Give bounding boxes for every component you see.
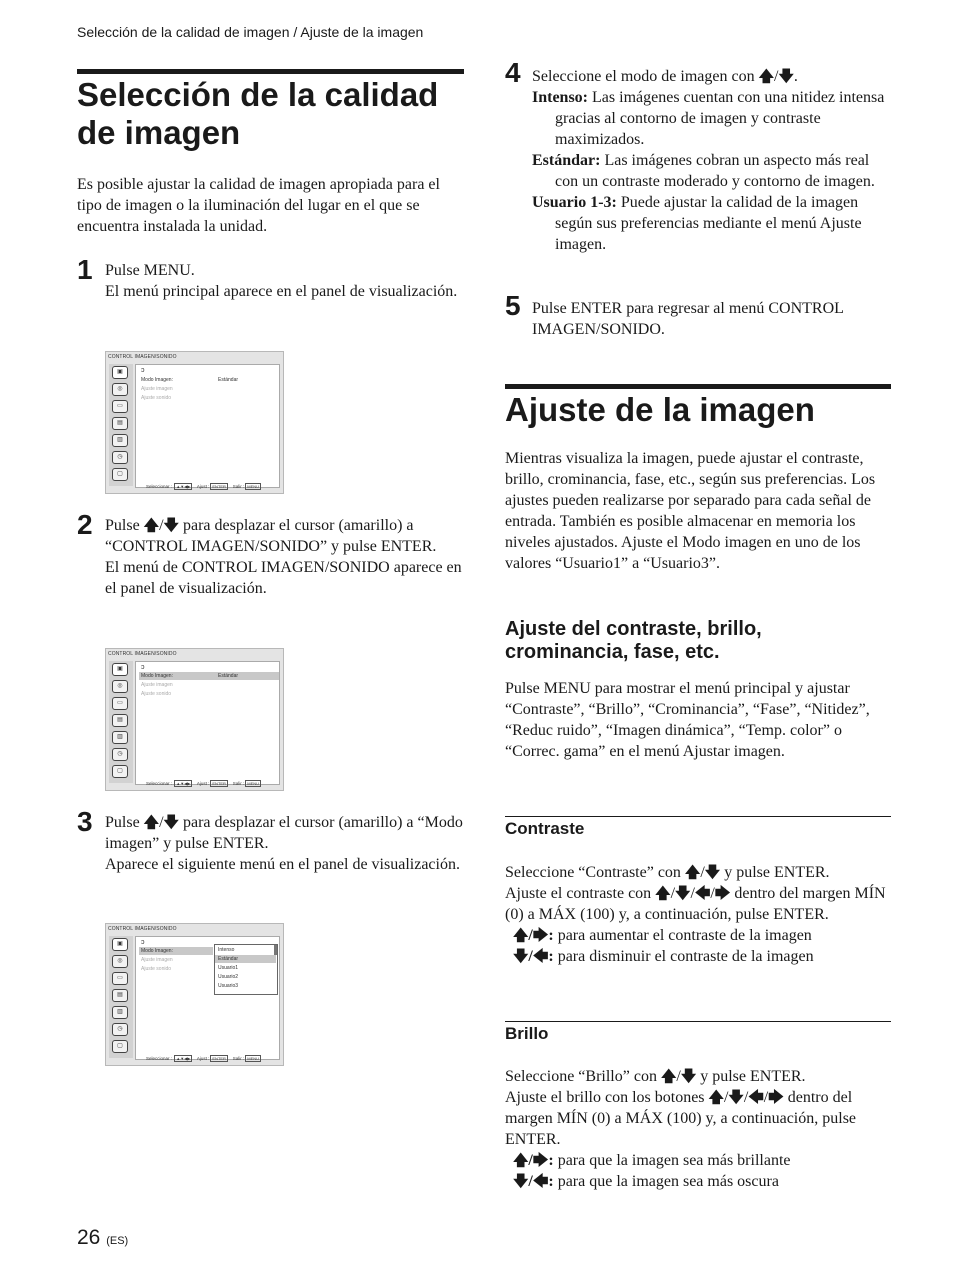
step-1-text: Pulse MENU. El menú principal aparece en el panel de visualización. (105, 262, 458, 300)
setup-icon: ▤ (112, 989, 128, 1002)
adjust-icon: ◎ (112, 383, 128, 396)
title-line-1: Selección de la calidad (77, 76, 439, 113)
option-estandar: Estándar (215, 955, 276, 963)
input-icon: ▢ (112, 1040, 128, 1053)
adjust-icon: ◎ (112, 955, 128, 968)
option-usuario1: Usuario1 (218, 965, 239, 971)
menu-row-ajuste-sonido: Ajuste sonido (141, 966, 172, 972)
contraste-heading: Contraste (505, 819, 585, 838)
menu-row-modo-imagen: Modo Imagen: Estándar (141, 377, 239, 383)
function-icon: ▥ (112, 1006, 128, 1019)
input-icon: ▢ (112, 468, 128, 481)
modo-imagen-dropdown (214, 944, 278, 995)
picture-sound-icon: ▣ (112, 366, 128, 379)
menu-row-modo-imagen: Modo Imagen: (139, 947, 213, 955)
section-rule-right (505, 384, 891, 389)
function-icon: ▥ (112, 731, 128, 744)
page-number: 26 (ES) (77, 1226, 129, 1249)
section-title-2: Ajuste de la imagen (505, 391, 815, 428)
adjust-icon: ◎ (112, 680, 128, 693)
def-usuario: Usuario 1-3: Puede ajustar la calidad de la imagen según sus preferencias mediante el menú Ajuste imagen. (532, 194, 862, 253)
menu-icon-column (109, 936, 133, 1058)
back-icon: ↄ (141, 367, 145, 374)
back-icon: ↄ (141, 939, 145, 946)
menu-title: CONTROL IMAGEN/SONIDO (108, 354, 177, 360)
timer-icon: ◷ (112, 451, 128, 464)
back-icon: ↄ (141, 664, 145, 671)
step-2-number: 2 (77, 509, 93, 540)
option-usuario2: Usuario2 (218, 974, 239, 980)
timer-icon: ◷ (112, 1023, 128, 1036)
contraste-rule (505, 816, 891, 817)
subsection-text: Pulse MENU para mostrar el menú principal y ajustar “Contraste”, “Brillo”, “Crominancia”, “Fase”, “Nitidez”, “Reduc ruido”, “Imagen dinámica”, “Temp. color” o “Correc. gama” en el menú Ajustar imagen. (505, 680, 870, 760)
menu-row-ajuste-imagen: Ajuste imagen (141, 386, 173, 392)
screen-icon: ▭ (112, 972, 128, 985)
setup-icon: ▤ (112, 417, 128, 430)
brillo-text: Seleccione “Brillo” con 🡅/🡇 y pulse ENTER. Ajuste el brillo con los botones 🡅/🡇/🡄/🡆 dentro del margen MÍN (0) a MÁX (100) y, a continuación, pulse ENTER. 🡅/🡆: para que la imagen sea más brillante 🡇/🡄: para que la imagen sea más oscura (505, 1067, 857, 1190)
section1-intro: Es posible ajustar la calidad de imagen apropiada para el tipo de imagen o la iluminación del lugar en el que se encuentra instalada la unidad. (77, 176, 440, 235)
function-icon: ▥ (112, 434, 128, 447)
option-usuario3: Usuario3 (218, 983, 239, 989)
brillo-heading: Brillo (505, 1024, 549, 1043)
step-5-text: Pulse ENTER para regresar al menú CONTROL IMAGEN/SONIDO. (532, 300, 844, 338)
step-4-text: Seleccione el modo de imagen con 🡅/🡇. Intenso: Las imágenes cuentan con una nitidez intensa gracias al contorno de imagen y contraste maximizados. Estándar: Las imágenes cobran un aspecto más real con un contraste moderado y contorno de imagen. Usuario 1-3: Puede ajustar la calidad de la imagen según sus preferencias mediante el menú Ajuste imagen. (532, 66, 887, 255)
contraste-text: Seleccione “Contraste” con 🡅/🡇 y pulse ENTER. Ajuste el contraste con 🡅/🡇/🡄/🡆 dentro del margen MÍN (0) a MÁX (100) y, a continuación, pulse ENTER. 🡅/🡆: para aumentar el contraste de la imagen 🡇/🡄: para disminuir el contraste de la imagen (505, 863, 886, 965)
step-1-number: 1 (77, 254, 93, 285)
def-estandar: Estándar: Las imágenes cobran un aspecto más real con un contraste moderado y contorno de imagen. (532, 152, 875, 190)
menu-row-ajuste-imagen: Ajuste imagen (141, 957, 173, 963)
menu-title: CONTROL IMAGEN/SONIDO (108, 926, 177, 932)
brillo-rule (505, 1021, 891, 1022)
menu-content (135, 661, 280, 785)
menu-footer: Seleccionar : ▲▼◀▶ Ajust : ENTER Salir : MENU (146, 781, 260, 786)
step-3-text: Pulse 🡅/🡇 para desplazar el cursor (amarillo) a “Modo imagen” y pulse ENTER. Aparece el siguiente menú en el panel de visualización. (105, 813, 463, 873)
screen-icon: ▭ (112, 400, 128, 413)
timer-icon: ◷ (112, 748, 128, 761)
step-4-number: 4 (505, 57, 521, 88)
running-head: Selección de la calidad de imagen / Ajuste de la imagen (77, 24, 424, 40)
section2-intro: Mientras visualiza la imagen, puede ajustar el contraste, brillo, crominancia, fase, etc., según sus preferencias. Los ajustes pueden realizarse por separado para cada señal de entrada. También es posible almacenar en memoria los niveles ajustados. Ajuste el Modo imagen en uno de los valores “Usuario1” a “Usuario3”. (505, 450, 876, 572)
menu-row-ajuste-sonido: Ajuste sonido (141, 395, 172, 401)
input-icon: ▢ (112, 765, 128, 778)
def-intenso: Intenso: Las imágenes cuentan con una nitidez intensa gracias al contorno de imagen y contraste maximizados. (532, 89, 885, 148)
step-3-number: 3 (77, 806, 93, 837)
menu-footer: Seleccionar : ▲▼◀▶ Ajust : ENTER Salir : MENU (146, 1056, 260, 1061)
dropdown-scrollbar (274, 945, 277, 955)
section-title-1 (77, 76, 464, 152)
setup-icon: ▤ (112, 714, 128, 727)
menu-icon-column (109, 661, 133, 783)
menu-screenshot-1 (105, 351, 284, 494)
menu-title: CONTROL IMAGEN/SONIDO (108, 651, 177, 657)
menu-row-ajuste-imagen: Ajuste imagen (141, 682, 173, 688)
section-rule-left (77, 69, 464, 74)
option-intenso: Intenso (218, 947, 235, 953)
menu-row-ajuste-sonido: Ajuste sonido (141, 691, 172, 697)
menu-row-modo-imagen: Modo Imagen: Estándar (139, 672, 279, 680)
menu-content (135, 364, 280, 488)
picture-sound-icon: ▣ (112, 663, 128, 676)
menu-screenshot-3 (105, 923, 284, 1066)
menu-icon-column (109, 364, 133, 486)
menu-footer: Seleccionar : ▲▼◀▶ Ajust : ENTER Salir : MENU (146, 484, 260, 489)
step-2-text: Pulse 🡅/🡇 para desplazar el cursor (amarillo) a “CONTROL IMAGEN/SONIDO” y pulse ENTER. El menú de CONTROL IMAGEN/SONIDO aparece en el panel de visualización. (105, 516, 462, 597)
subsection-title: Ajuste del contraste, brillo, crominancia, fase, etc. (505, 618, 762, 663)
title-line-2: de imagen (77, 114, 241, 151)
step-5-number: 5 (505, 290, 521, 321)
screen-icon: ▭ (112, 697, 128, 710)
menu-screenshot-2 (105, 648, 284, 791)
picture-sound-icon: ▣ (112, 938, 128, 951)
